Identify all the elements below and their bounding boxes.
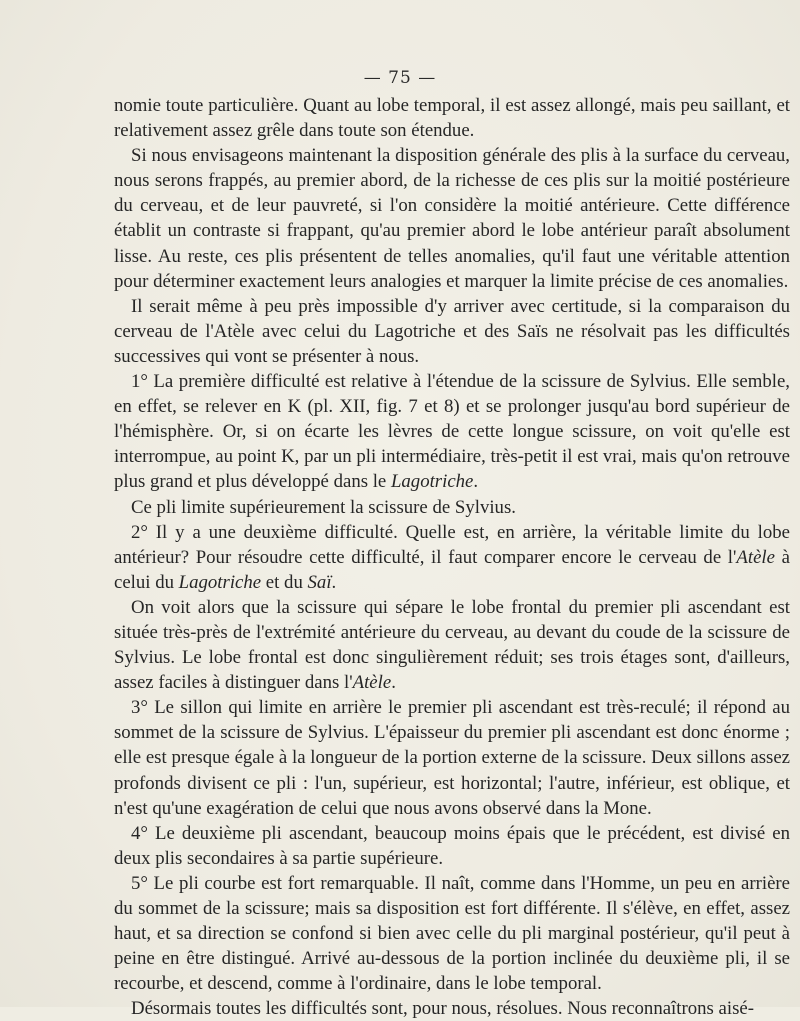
paragraph: 5° Le pli courbe est fort remarquable. Il naît, comme dans l'Homme, un peu en arrière du sommet de la scissure; mais sa disposition est fort différente. Il s'élève, en effet, assez haut, et sa direction se confond si bien avec celle du pli marginal postérieur, qu'il peut à peine en être distingué. Arrivé au-dessous de la portion inclinée du deuxième pli, il se recourbe, et descend, comme à l'ordinaire, dans le lobe temporal.	[114, 872, 790, 995]
paragraph: 3° Le sillon qui limite en arrière le premier pli ascendant est très-reculé; il répond au sommet de la scissure de Sylvius. L'épaisseur du premier pli ascendant est donc énorme ; elle est presque égale à la longueur de la portion externe de la scissure. Deux sillons assez profonds divisent ce pli : l'un, supérieur, est horizontal; l'autre, inférieur, est oblique, et n'est qu'une exagération de celui que nous avons observé dans la Mone.	[114, 697, 790, 819]
paragraph	[114, 520, 790, 595]
paragraph-text: .	[331, 571, 337, 593]
species-name: Lagotriche	[178, 571, 262, 593]
paragraph: Ce pli limite supérieurement la scissure de Sylvius.	[131, 496, 516, 518]
paragraph-text: à celui du	[114, 546, 790, 593]
paragraph-text: .	[391, 672, 396, 694]
paragraph-text: 1° La première difficulté est relative à l'étendue de la scissure de Sylvius. Elle semble, en effet, se relever en K (pl. XII, fig. 7 et 8) et se prolonger jusqu'au bord supérieur de l'hémisphère. Or, si on écarte les lèvres de cette longue scissure, on voit qu'elle est interrompue, au point K, par un pli intermédiaire, très-petit il est vrai, mais qu'on retrouve plus grand et plus développé dans le	[114, 371, 790, 493]
paragraph: nomie toute particulière. Quant au lobe temporal, il est assez allongé, mais peu saillant, et relativement assez grêle dans toute son étendue.	[114, 95, 790, 142]
paragraph-text: .	[473, 471, 479, 493]
paragraph: Il serait même à peu près impossible d'y arriver avec certitude, si la comparaison du cerveau de l'Atèle avec celui du Lagotriche et des Saïs ne résolvait pas les difficultés successives qui vont se présenter à nous.	[114, 295, 790, 367]
paragraph: Désormais toutes les difficultés sont, pour nous, résolues. Nous reconnaîtrons aisé-	[131, 998, 754, 1020]
species-name: Atèle	[352, 672, 392, 694]
species-name: Atèle	[736, 546, 775, 568]
species-name: Saï	[307, 571, 332, 593]
paragraph	[114, 595, 790, 695]
paragraph-text: 2° Il y a une deuxième difficulté. Quelle est, en arrière, la véritable limite du lobe antérieur? Pour résoudre cette difficulté, il faut comparer encore le cerveau de l'	[114, 521, 790, 568]
paragraph: Si nous envisageons maintenant la disposition générale des plis à la surface du cerveau, nous serons frappés, au premier abord, de la richesse de ces plis sur la moitié postérieure du cerveau, et de leur pauvreté, si l'on considère la moitié antérieure. Cette différence établit un contraste si frappant, qu'au premier abord le lobe antérieur paraît absolument lisse. Au reste, ces plis présentent de telles anomalies, qu'il faut une véritable attention pour déterminer exactement leurs analogies et marquer la limite précise de ces anomalies.	[114, 145, 790, 292]
paragraph	[114, 369, 790, 494]
page-number: — 75 —	[363, 68, 437, 88]
species-name: Lagotriche	[390, 471, 474, 493]
body-text	[114, 93, 790, 1021]
paragraph-text: et du	[261, 571, 308, 593]
paragraph: 4° Le deuxième pli ascendant, beaucoup moins épais que le précédent, est divisé en deux plis secondaires à sa partie supérieure.	[114, 822, 790, 869]
paragraph-text: On voit alors que la scissure qui sépare le lobe frontal du premier pli ascendant est située très-près de l'extrémité antérieure du cerveau, au devant du coude de la scissure de Sylvius. Le lobe frontal est donc singulièrement réduit; ses trois étages sont, d'ailleurs, assez faciles à distinguer dans l'	[114, 596, 790, 694]
